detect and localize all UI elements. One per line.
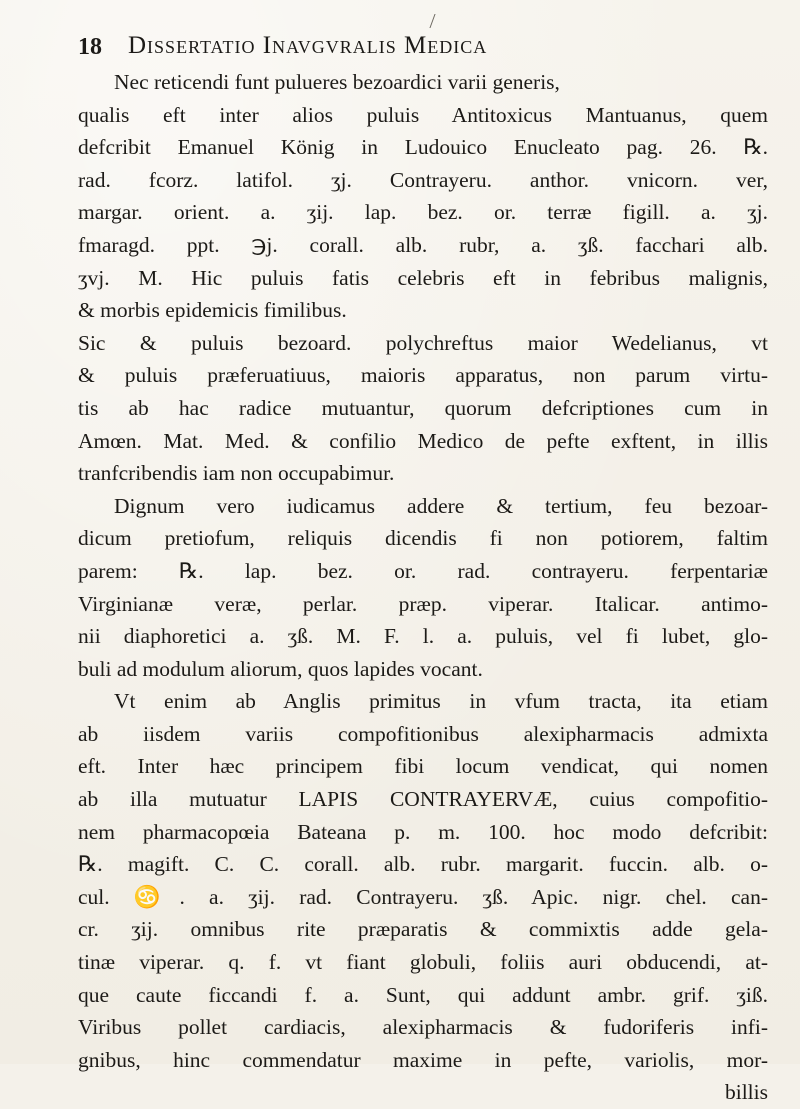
body-text <box>78 66 768 1109</box>
text-line: parem: ℞. lap. bez. or. rad. contrayeru. ferpentariæ <box>78 558 768 583</box>
text-line: tranfcribendis iam non occupabimur. <box>78 461 395 486</box>
text-line: & puluis præferuatiuus, maioris apparatus, non parum virtu- <box>78 363 768 388</box>
text-line: ab iisdem variis compofitionibus alexipharmacis admixta <box>78 721 768 746</box>
text-line: ℞. magift. C. C. corall. alb. rubr. margarit. fuccin. alb. o- <box>78 852 768 877</box>
text-line: Sic & puluis bezoard. polychreftus maior Wedelianus, vt <box>78 330 768 355</box>
page-number: 18 <box>78 34 102 60</box>
text-line: Viribus pollet cardiacis, alexipharmacis & fudoriferis infi- <box>78 1015 768 1040</box>
text-line: ab illa mutuatur LAPIS CONTRAYERVÆ, cuius compofitio- <box>78 787 768 812</box>
text-line: gnibus, hinc commendatur maxime in pefte, variolis, mor- <box>78 1047 768 1072</box>
text-line: que caute ficcandi f. a. Sunt, qui addunt ambr. grif. ʒiß. <box>78 982 768 1007</box>
text-line: nii diaphoretici a. ʒß. M. F. l. a. puluis, vel fi lubet, glo- <box>78 624 768 649</box>
text-line: Virginianæ veræ, perlar. præp. viperar. Italicar. antimo- <box>78 591 768 616</box>
text-line: Vt enim ab Anglis primitus in vfum tracta, ita etiam <box>114 689 768 714</box>
text-line: cul. ♋. a. ʒij. rad. Contrayeru. ʒß. Apic. nigr. chel. can- <box>78 884 768 909</box>
text-line: rad. fcorz. latifol. ʒj. Contrayeru. anthor. vnicorn. ver, <box>78 167 768 192</box>
text-line: & morbis epidemicis fimilibus. <box>78 298 347 323</box>
text-line: tinæ viperar. q. f. vt fiant globuli, foliis auri obducendi, at- <box>78 950 768 975</box>
text-line: margar. orient. a. ʒij. lap. bez. or. terræ figill. a. ʒj. <box>78 200 768 225</box>
text-line: Amœn. Mat. Med. & confilio Medico de pefte exftent, in illis <box>78 428 768 453</box>
scan-artifact-mark <box>429 14 443 28</box>
text-line: qualis eft inter alios puluis Antitoxicus Mantuanus, quem <box>78 102 768 127</box>
text-line: tis ab hac radice mutuantur, quorum defcriptiones cum in <box>78 395 768 420</box>
text-line: billis <box>724 1080 768 1105</box>
text-line: defcribit Emanuel König in Ludouico Enucleato pag. 26. ℞. <box>78 135 768 160</box>
text-line: ʒvj. M. Hic puluis fatis celebris eft in febribus malignis, <box>78 265 768 290</box>
text-line: eft. Inter hæc principem fibi locum vendicat, qui nomen <box>78 754 768 779</box>
text-line: Dignum vero iudicamus addere & tertium, feu bezoar- <box>114 493 768 518</box>
text-line: nem pharmacopœia Bateana p. m. 100. hoc modo defcribit: <box>78 819 768 844</box>
text-line: buli ad modulum aliorum, quos lapides vocant. <box>78 656 483 681</box>
text-line: fmaragd. ppt. ℈j. corall. alb. rubr, a. ʒß. facchari alb. <box>78 232 768 257</box>
text-line: Nec reticendi funt pulueres bezoardici varii generis, <box>114 70 560 94</box>
text-line: dicum pretiofum, reliquis dicendis fi non potiorem, faltim <box>78 526 768 551</box>
running-title: Dissertatio Inavgvralis Medica <box>128 32 488 59</box>
page-header <box>78 32 778 62</box>
text-line: cr. ʒij. omnibus rite præparatis & commixtis adde gela- <box>78 917 768 942</box>
